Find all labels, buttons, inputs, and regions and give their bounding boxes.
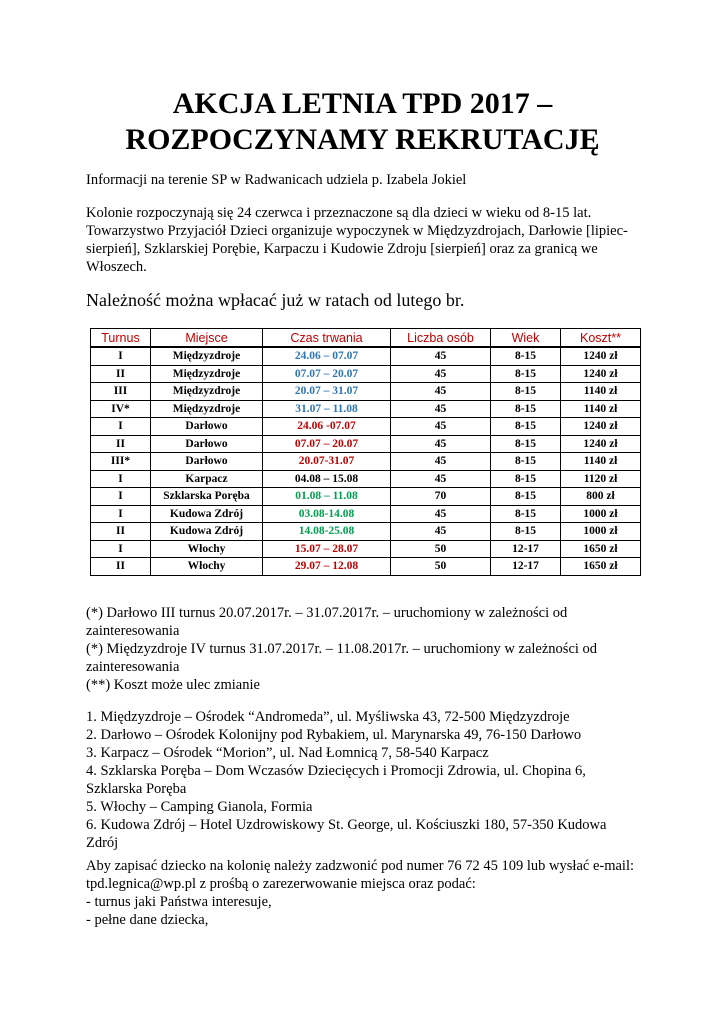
cell-koszt: 1140 zł <box>561 453 641 471</box>
table-row <box>91 400 641 418</box>
header-koszt: Koszt** <box>561 329 641 348</box>
table-row <box>91 523 641 541</box>
cell-liczba: 45 <box>391 347 491 365</box>
cell-turnus: I <box>91 505 151 523</box>
table-row <box>91 347 641 365</box>
cell-liczba: 45 <box>391 435 491 453</box>
cell-liczba: 45 <box>391 383 491 401</box>
cell-miejsce: Karpacz <box>151 470 263 488</box>
address-line: 1. Międzyzdroje – Ośrodek “Andromeda”, ul. Myśliwska 43, 72-500 Międzyzdroje <box>86 709 570 725</box>
table-row <box>91 453 641 471</box>
cell-liczba: 45 <box>391 453 491 471</box>
note-line: zainteresowania <box>86 623 180 639</box>
cell-turnus: I <box>91 470 151 488</box>
cell-wiek: 8-15 <box>491 400 561 418</box>
cell-wiek: 8-15 <box>491 365 561 383</box>
table-body <box>91 347 641 575</box>
table-row <box>91 505 641 523</box>
cell-miejsce: Darłowo <box>151 435 263 453</box>
cell-czas: 31.07 – 11.08 <box>263 400 391 418</box>
cell-koszt: 1000 zł <box>561 505 641 523</box>
cell-czas: 29.07 – 12.08 <box>263 558 391 576</box>
cell-wiek: 8-15 <box>491 347 561 365</box>
signup-section <box>86 857 646 929</box>
cell-koszt: 1650 zł <box>561 558 641 576</box>
cell-koszt: 1140 zł <box>561 383 641 401</box>
cell-turnus: IV* <box>91 400 151 418</box>
cell-turnus: I <box>91 347 151 365</box>
cell-czas: 07.07 – 20.07 <box>263 435 391 453</box>
cell-miejsce: Włochy <box>151 540 263 558</box>
description-paragraph <box>86 204 646 276</box>
cell-wiek: 8-15 <box>491 505 561 523</box>
cell-czas: 14.08-25.08 <box>263 523 391 541</box>
description-line: sierpień], Szklarskiej Porębie, Karpaczu i Kudowie Zdroju [sierpień] oraz za granicą we <box>86 241 598 257</box>
cell-liczba: 50 <box>391 540 491 558</box>
note-line: (**) Koszt może ulec zmianie <box>86 677 260 693</box>
cell-liczba: 45 <box>391 470 491 488</box>
cell-koszt: 1000 zł <box>561 523 641 541</box>
cell-turnus: II <box>91 365 151 383</box>
cell-miejsce: Międzyzdroje <box>151 383 263 401</box>
cell-czas: 24.06 – 07.07 <box>263 347 391 365</box>
address-line: Zdrój <box>86 835 119 851</box>
cell-miejsce: Szklarska Poręba <box>151 488 263 506</box>
notes-section <box>86 604 646 694</box>
address-line: 5. Włochy – Camping Gianola, Formia <box>86 799 313 815</box>
description-line: Towarzystwo Przyjaciół Dzieci organizuje wypoczynek w Międzyzdrojach, Darłowie [lipiec- <box>86 223 628 239</box>
cell-turnus: II <box>91 523 151 541</box>
signup-line: Aby zapisać dziecko na kolonię należy zadzwonić pod numer 76 72 45 109 lub wysłać e-mail: <box>86 858 635 874</box>
cell-czas: 04.08 – 15.08 <box>263 470 391 488</box>
address-line: 6. Kudowa Zdrój – Hotel Uzdrowiskowy St. George, ul. Kościuszki 180, 57-350 Kudowa <box>86 817 607 833</box>
note-line: (*) Darłowo III turnus 20.07.2017r. – 31.07.2017r. – uruchomiony w zależności od <box>86 605 568 621</box>
cell-wiek: 8-15 <box>491 523 561 541</box>
cell-czas: 03.08-14.08 <box>263 505 391 523</box>
cell-wiek: 12-17 <box>491 540 561 558</box>
description-line: Kolonie rozpoczynają się 24 czerwca i przeznaczone są dla dzieci w wieku od 8-15 lat. <box>86 205 592 221</box>
cell-wiek: 8-15 <box>491 418 561 436</box>
cell-koszt: 1650 zł <box>561 540 641 558</box>
cell-koszt: 1120 zł <box>561 470 641 488</box>
cell-koszt: 1240 zł <box>561 347 641 365</box>
table-row <box>91 418 641 436</box>
note-line: zainteresowania <box>86 659 180 675</box>
cell-miejsce: Darłowo <box>151 418 263 436</box>
signup-line: - pełne dane dziecka, <box>86 912 209 928</box>
cell-wiek: 8-15 <box>491 488 561 506</box>
signup-line: tpd.legnica@wp.pl z prośbą o zarezerwowanie miejsca oraz podać: <box>86 876 476 892</box>
cell-koszt: 1240 zł <box>561 365 641 383</box>
header-wiek: Wiek <box>491 329 561 348</box>
table-row <box>91 488 641 506</box>
header-czas: Czas trwania <box>263 329 391 348</box>
cell-wiek: 8-15 <box>491 470 561 488</box>
camps-table <box>90 328 641 576</box>
cell-czas: 24.06 -07.07 <box>263 418 391 436</box>
addresses-section <box>86 708 646 852</box>
cell-turnus: II <box>91 558 151 576</box>
note-line: (*) Międzyzdroje IV turnus 31.07.2017r. – 11.08.2017r. – uruchomiony w zależności od <box>86 641 598 657</box>
cell-wiek: 8-15 <box>491 435 561 453</box>
cell-turnus: III* <box>91 453 151 471</box>
cell-turnus: I <box>91 540 151 558</box>
info-paragraph <box>86 171 646 189</box>
cell-miejsce: Kudowa Zdrój <box>151 505 263 523</box>
cell-liczba: 70 <box>391 488 491 506</box>
header-liczba: Liczba osób <box>391 329 491 348</box>
address-line: Szklarska Poręba <box>86 781 187 797</box>
cell-liczba: 45 <box>391 505 491 523</box>
payment-paragraph <box>86 289 646 311</box>
cell-miejsce: Międzyzdroje <box>151 347 263 365</box>
cell-czas: 07.07 – 20.07 <box>263 365 391 383</box>
payment-text: Należność można wpłacać już w ratach od lutego br. <box>86 290 465 310</box>
cell-turnus: I <box>91 418 151 436</box>
cell-wiek: 8-15 <box>491 453 561 471</box>
cell-miejsce: Darłowo <box>151 453 263 471</box>
header-turnus: Turnus <box>91 329 151 348</box>
cell-wiek: 12-17 <box>491 558 561 576</box>
cell-liczba: 45 <box>391 400 491 418</box>
header-miejsce: Miejsce <box>151 329 263 348</box>
table-header-row <box>91 329 641 348</box>
cell-turnus: III <box>91 383 151 401</box>
cell-liczba: 50 <box>391 558 491 576</box>
cell-turnus: II <box>91 435 151 453</box>
table-row <box>91 470 641 488</box>
cell-koszt: 1240 zł <box>561 418 641 436</box>
address-line: 4. Szklarska Poręba – Dom Wczasów Dziecięcych i Promocji Zdrowia, ul. Chopina 6, <box>86 763 586 779</box>
address-line: 2. Darłowo – Ośrodek Kolonijny pod Rybakiem, ul. Marynarska 49, 76-150 Darłowo <box>86 727 582 743</box>
cell-wiek: 8-15 <box>491 383 561 401</box>
cell-liczba: 45 <box>391 418 491 436</box>
cell-miejsce: Kudowa Zdrój <box>151 523 263 541</box>
table-row <box>91 383 641 401</box>
cell-koszt: 800 zł <box>561 488 641 506</box>
cell-liczba: 45 <box>391 523 491 541</box>
cell-czas: 20.07-31.07 <box>263 453 391 471</box>
cell-turnus: I <box>91 488 151 506</box>
cell-czas: 20.07 – 31.07 <box>263 383 391 401</box>
cell-koszt: 1140 zł <box>561 400 641 418</box>
table-row <box>91 435 641 453</box>
cell-miejsce: Międzyzdroje <box>151 365 263 383</box>
cell-czas: 01.08 – 11.08 <box>263 488 391 506</box>
cell-miejsce: Międzyzdroje <box>151 400 263 418</box>
cell-liczba: 45 <box>391 365 491 383</box>
cell-koszt: 1240 zł <box>561 435 641 453</box>
signup-line: - turnus jaki Państwa interesuje, <box>86 894 272 910</box>
address-line: 3. Karpacz – Ośrodek “Morion”, ul. Nad Łomnicą 7, 58-540 Karpacz <box>86 745 489 761</box>
title-line-2: ROZPOCZYNAMY REKRUTACJĘ <box>125 123 600 156</box>
info-text: Informacji na terenie SP w Radwanicach udziela p. Izabela Jokiel <box>86 172 467 188</box>
page-title <box>0 86 725 158</box>
table-row <box>91 365 641 383</box>
cell-miejsce: Włochy <box>151 558 263 576</box>
table-row <box>91 558 641 576</box>
description-line: Włoszech. <box>86 259 147 275</box>
title-line-1: AKCJA LETNIA TPD 2017 – <box>172 87 553 120</box>
table-row <box>91 540 641 558</box>
cell-czas: 15.07 – 28.07 <box>263 540 391 558</box>
